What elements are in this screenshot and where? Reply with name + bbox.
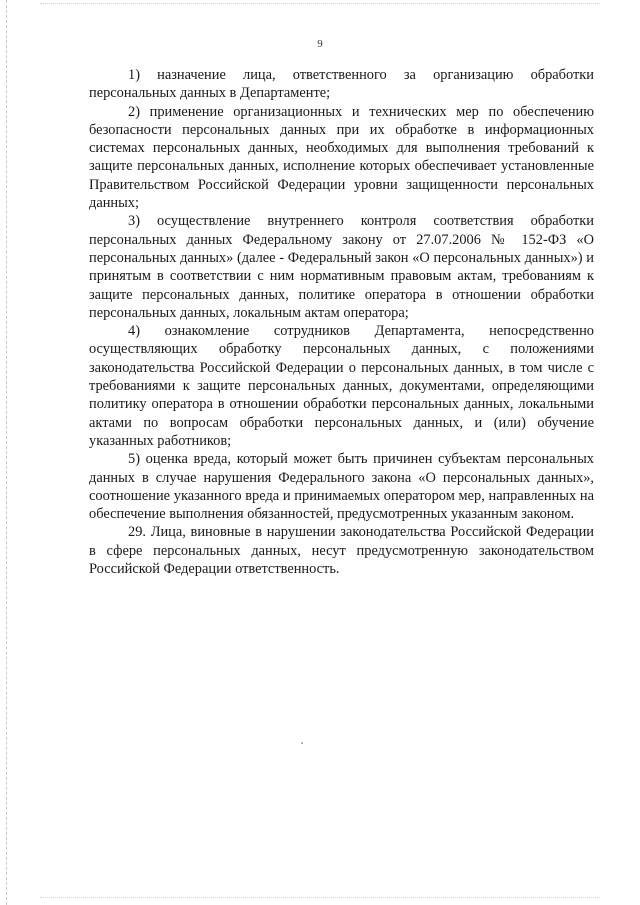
paragraph-item-3: 3) осуществление внутреннего контроля соответствия обработки персональных данных Федеральному закону от 27.07.2006 № 152-ФЗ «О персональных данных» (далее - Федеральный закон «О персональных данных») и принятым в соответствии с ним нормативным правовым актам, требованиям к защите персональных данных, политике оператора в отношении обработки персональных данных, локальным актам оператора; [89, 213, 594, 321]
paragraph-item-1: 1) назначение лица, ответственного за организацию обработки персональных данных в Департаменте; [89, 67, 594, 102]
paragraph-item-5: 5) оценка вреда, который может быть причинен субъектам персональных данных в случае нарушения Федерального закона «О персональных данных», соотношение указанного вреда и принимаемых оператором мер, направленных на обеспечение выполнения обязанностей, предусмотренных указанным законом. [89, 451, 594, 523]
scan-edge-top [40, 3, 600, 5]
paragraph-item-2: 2) применение организационных и технических мер по обеспечению безопасности персональных данных при их обработке в информационных системах персональных данных, необходимых для выполнения требований к защите персональных данных, исполнение которых обеспечивает установленные Правительством Российской Федерации уровни защищенности персональных данных; [89, 103, 594, 212]
paragraph-clause-29: 29. Лица, виновные в нарушении законодательства Российской Федерации в сфере персональных данных, несут предусмотренную законодательством Российской Федерации ответственность. [89, 524, 594, 578]
paragraph-item-4: 4) ознакомление сотрудников Департамента, непосредственно осуществляющих обработку персональных данных, с положениями законодательства Российской Федерации о персональных данных, в том числе с требованиями к защите персональных данных, документами, определяющими политику оператора в отношении обработки персональных данных, локальными актами по вопросам обработки персональных данных, и (или) обучение указанных работников; [89, 323, 594, 449]
scan-edge-left [6, 0, 8, 905]
scan-speck [301, 742, 303, 744]
page-number: 9 [317, 38, 323, 50]
scan-edge-bottom [40, 897, 600, 899]
document-body [89, 66, 594, 578]
